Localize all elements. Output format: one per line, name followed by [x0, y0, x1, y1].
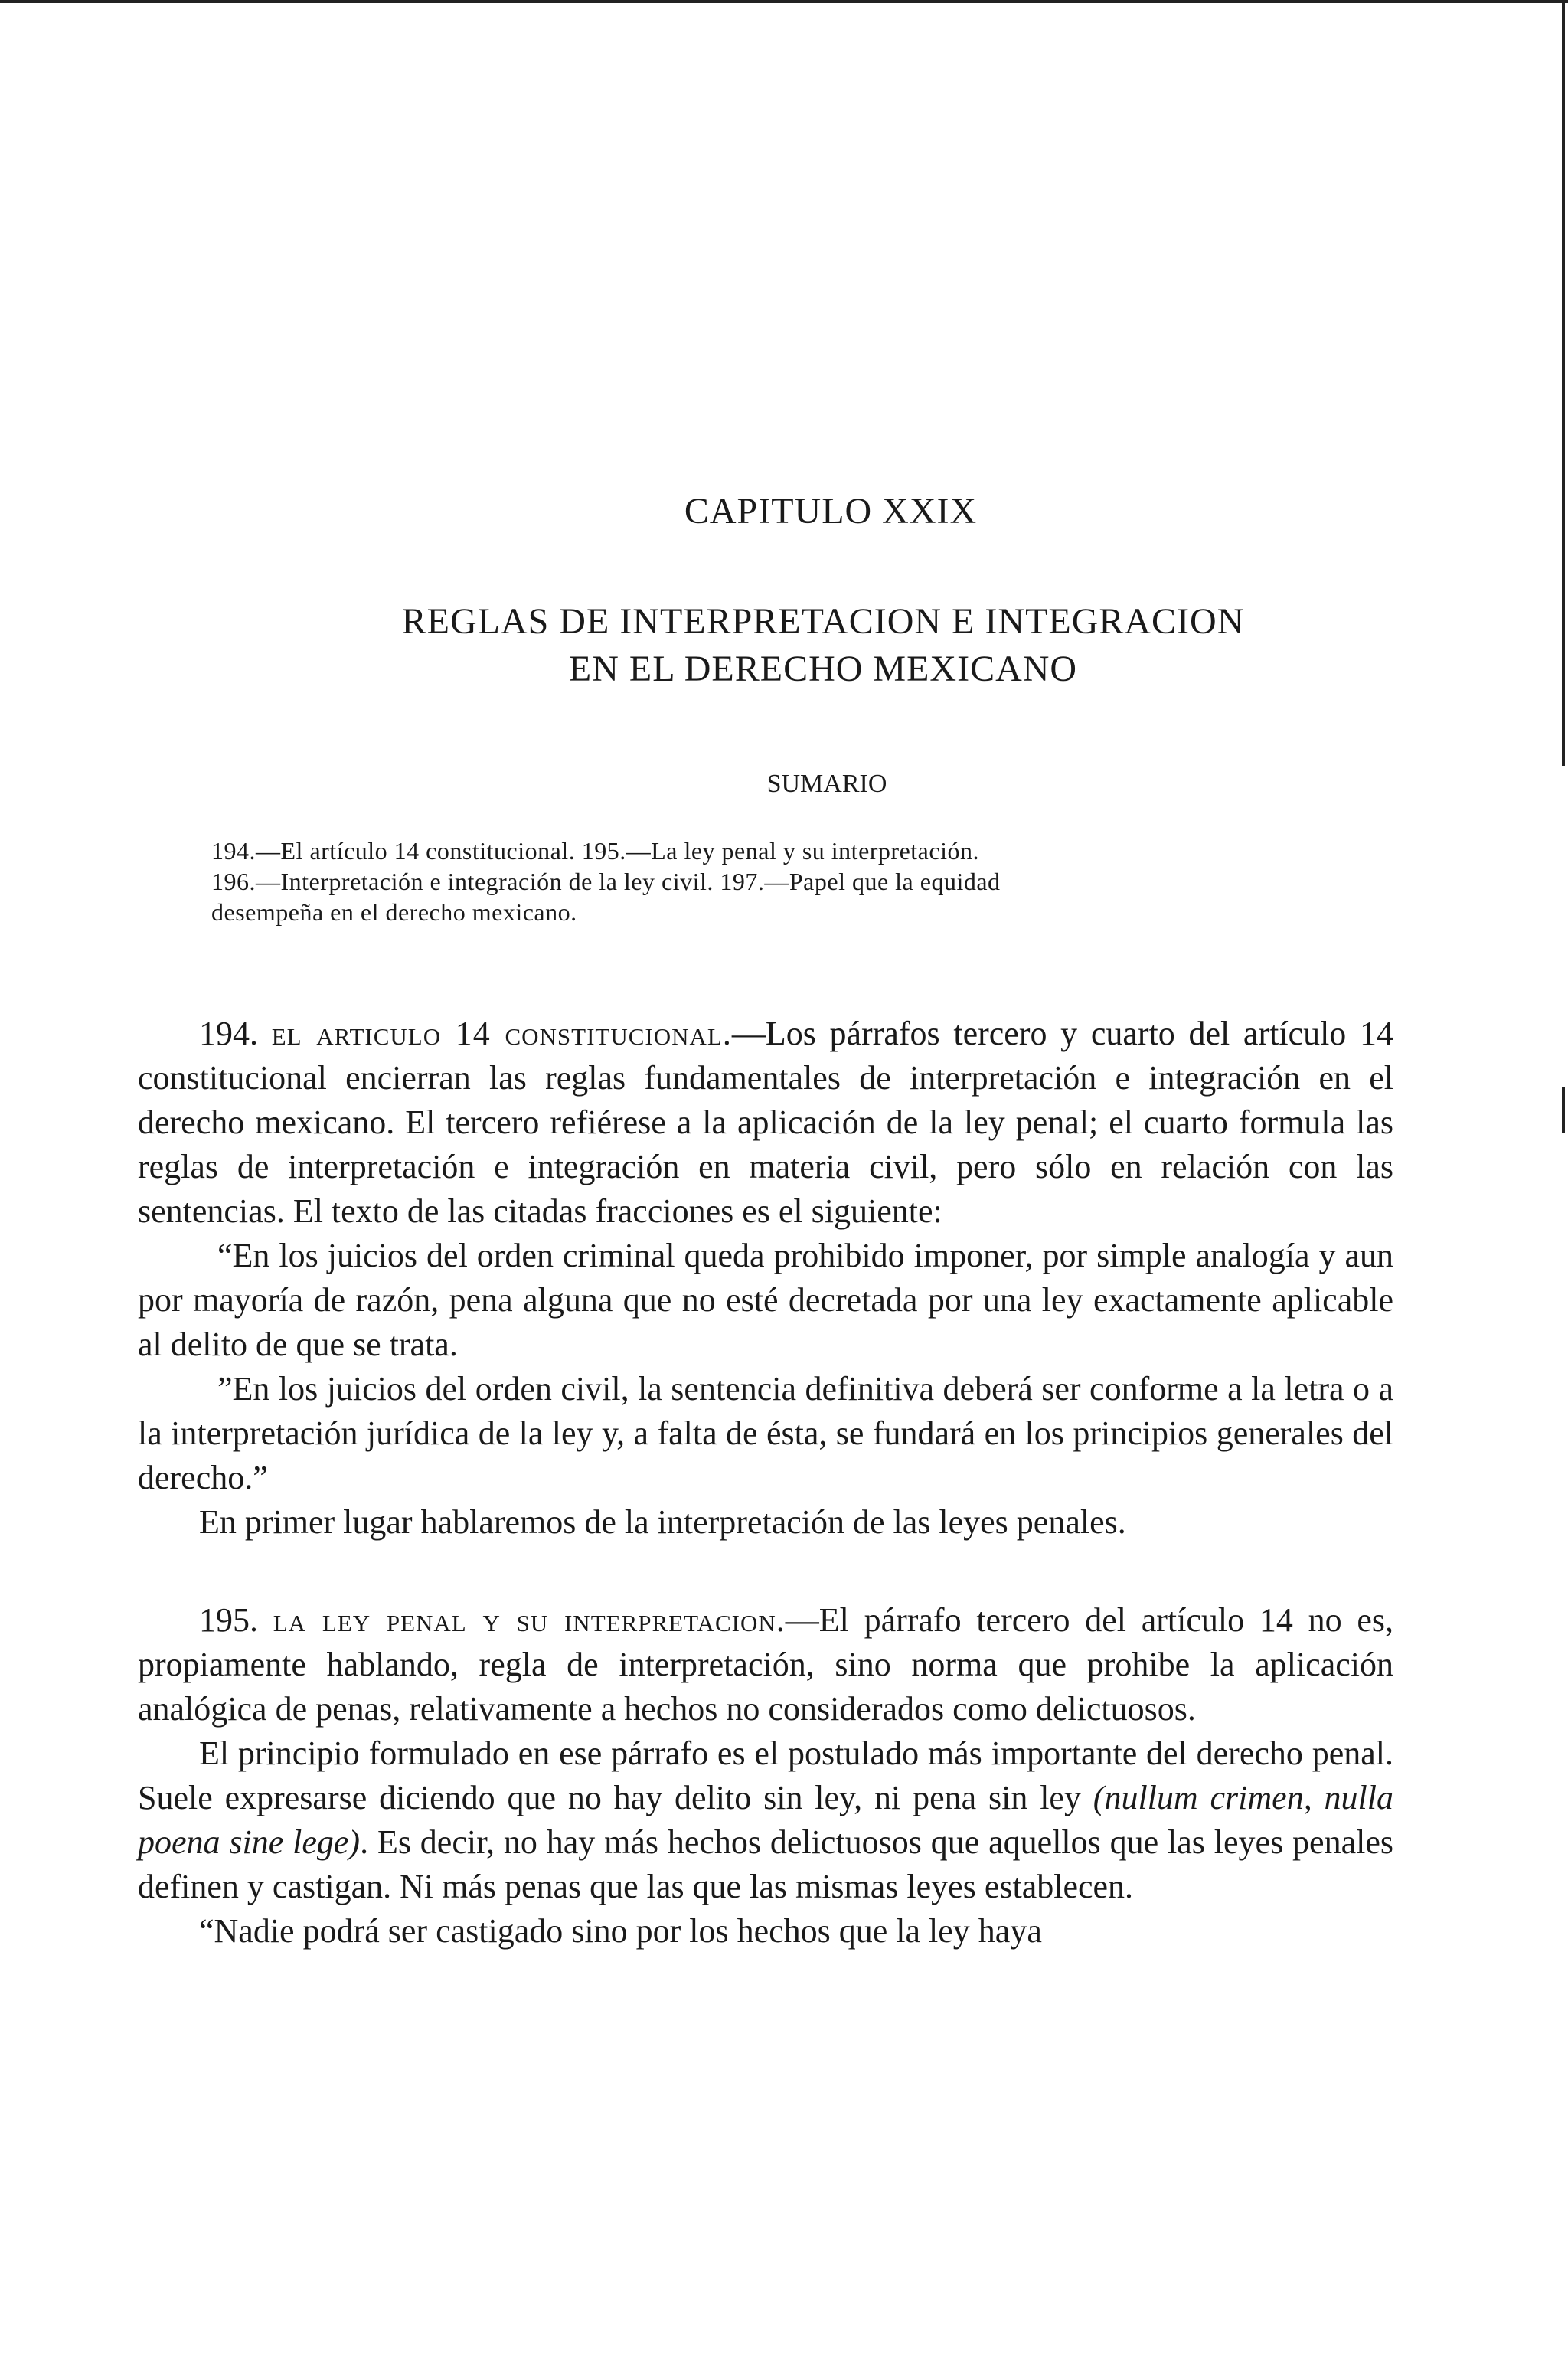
paragraph-principle — [138, 1731, 1393, 1909]
section-heading: el articulo 14 constitucional. — [271, 1015, 732, 1052]
scan-border-top — [0, 0, 1568, 3]
paragraph-text: —Los párrafos tercero y cuarto del artículo 14 constitucional encierran las reglas fundamentales de interpretación e integración en el derecho mexicano. El tercero refiérese a la aplicación de la ley penal; el cuarto formula las reglas de interpretación e integración en materia civil, pero sólo en relación con las sentencias. El texto de las citadas fracciones es el siguiente: — [138, 1015, 1393, 1230]
paragraph-text: “Nadie podrá ser castigado sino por los hechos que la ley haya — [199, 1912, 1042, 1950]
scan-border-right-mark — [1562, 1087, 1565, 1133]
section-heading: la ley penal y su interpretacion. — [273, 1601, 786, 1639]
chapter-number: CAPITULO XXIX — [684, 491, 978, 531]
paragraph-text: . Es decir, no hay más hechos delictuosos que aquellos que las leyes penales definen y castigan. Ni más penas que las que las mismas leyes establecen. — [138, 1823, 1393, 1905]
paragraph-text: En primer lugar hablaremos de la interpretación de las leyes penales. — [199, 1503, 1126, 1541]
section-195-paragraph — [138, 1598, 1393, 1731]
section-gap — [138, 1545, 1393, 1598]
paragraph-text: —El párrafo tercero del artículo 14 no es, propiamente hablando, regla de interpretación, sino norma que prohibe la aplicación analógica de penas, relativamente a hechos no considerados como delictuosos. — [138, 1601, 1393, 1728]
section-number: 195. — [199, 1601, 258, 1639]
section-number: 194. — [199, 1015, 258, 1052]
sumario-heading: SUMARIO — [766, 770, 887, 798]
document-page — [138, 490, 1393, 1954]
sumario-line: 196.—Interpretación e integración de la ley civil. 197.—Papel que la equidad — [211, 868, 1001, 895]
sumario-line: desempeña en el derecho mexicano. — [211, 898, 577, 926]
paragraph-text: El principio formulado en ese párrafo es el postulado más importante del derecho penal. Suele expresarse diciendo que no hay delito sin ley, ni pena sin ley — [138, 1735, 1393, 1816]
quote-paragraph: “En los juicios del orden criminal queda prohibido imponer, por simple analogía y aun por mayoría de razón, pena alguna que no esté decretada por una ley exactamente aplicable al delito de que se trata. — [138, 1237, 1393, 1363]
section-194-paragraph — [138, 1012, 1393, 1234]
chapter-title-line-1: REGLAS DE INTERPRETACION E INTEGRACION — [401, 601, 1245, 642]
quote-paragraph: ”En los juicios del orden civil, la sentencia definitiva deberá ser conforme a la letra o a la interpretación jurídica de la ley y, a falta de ésta, se fundará en los principios generales del derecho.” — [138, 1370, 1393, 1496]
scan-border-right — [1562, 0, 1565, 766]
chapter-title-line-2: EN EL DERECHO MEXICANO — [568, 649, 1078, 689]
chapter-title — [138, 598, 1393, 693]
latin-maxim: (nullum crimen, nulla poena sine lege) — [138, 1779, 1393, 1861]
sumario-list — [138, 835, 1393, 927]
sumario-line: 194.—El artículo 14 constitucional. 195.—La ley penal y su interpretación. — [211, 837, 979, 865]
